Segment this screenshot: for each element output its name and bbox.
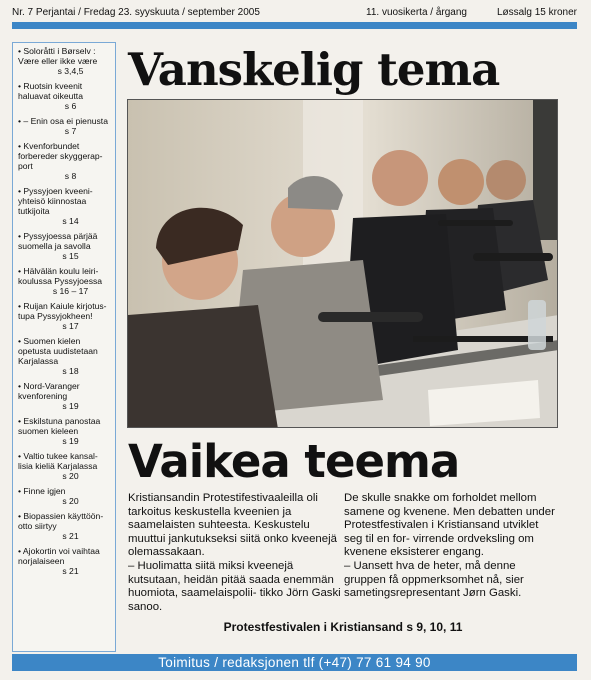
headline-finnish: Vaikea teema xyxy=(128,435,460,488)
contents-item-title: • Eskilstuna panostaa suomen kieleen xyxy=(18,416,111,436)
lead-paragraph: – Huolimatta siitä miksi kveenejä kutsutaan, heidän pitää saada enemmän huomiota, saamelaispolii- tikko Jörn Gaski sanoo. xyxy=(128,559,341,613)
contents-item-title: • Suomen kielen opetusta uudistetaan Karjalassa xyxy=(18,336,111,366)
contents-item-page: s 21 xyxy=(62,566,79,576)
issue-info: Nr. 7 Perjantai / Fredag 23. syyskuuta / september 2005 xyxy=(12,7,260,18)
contents-item-title: • Nord-Varanger kvenforening xyxy=(18,381,111,401)
lead-text-norwegian xyxy=(344,492,559,601)
contents-item-title: • Kvenforbundet forbereder skyggerap- port xyxy=(18,141,111,171)
panel-photo xyxy=(127,99,558,428)
contents-item[interactable] xyxy=(18,116,111,136)
masthead xyxy=(12,6,577,20)
editorial-contact-bar: Toimitus / redaksjonen tlf (+47) 77 61 94 90 xyxy=(12,654,577,671)
contents-item-title: • Ruijan Kaiule kirjotus- tupa Pyssyjokheen! xyxy=(18,301,111,321)
contents-item[interactable] xyxy=(18,266,111,296)
contents-item[interactable] xyxy=(18,546,111,576)
contents-item[interactable] xyxy=(18,416,111,446)
lead-paragraph: De skulle snakke om forholdet mellom samene og kvenene. Men debatten under Protestfestivalen i Kristiansand utviklet seg til en for- virrende ordveksling om kvenene eksisterer engang. xyxy=(344,492,555,559)
page-reference: Protestfestivalen i Kristiansand s 9, 10, 11 xyxy=(223,620,463,634)
contents-item[interactable] xyxy=(18,451,111,481)
contents-item-page: s 7 xyxy=(64,126,77,136)
top-color-bar xyxy=(12,22,577,29)
contents-item-page: s 16 – 17 xyxy=(52,286,89,296)
contents-item[interactable] xyxy=(18,511,111,541)
contents-item[interactable] xyxy=(18,141,111,181)
lead-paragraph: Kristiansandin Protestifestivaaleilla oli tarkoitus keskustella kveenien ja saamelaisten suhteesta. Keskustelu muuttui jankutukseksi siitä onko kveenejä olemassakaan. xyxy=(128,492,337,559)
contents-item[interactable] xyxy=(18,336,111,376)
contents-sidebar xyxy=(12,42,116,652)
contents-item-page: s 15 xyxy=(62,251,79,261)
lead-text-finnish xyxy=(128,492,343,614)
contents-item-page: s 20 xyxy=(62,496,79,506)
contents-item-title: • Pyssyjoen kveeni- yhteisö kiinnostaa tutkijoita xyxy=(18,186,111,216)
price-info: Løssalg 15 kroner xyxy=(496,7,577,18)
contents-item[interactable] xyxy=(18,231,111,261)
contents-item-page: s 18 xyxy=(62,366,79,376)
contents-item-title: • Ajokortin voi vaihtaa norjalaiseen xyxy=(18,546,111,566)
contents-item[interactable] xyxy=(18,486,111,506)
contents-item-page: s 14 xyxy=(62,216,79,226)
contents-item-page: s 21 xyxy=(62,531,79,541)
contents-item-title: • Pyssyjoessa pärjää suomella ja savolla xyxy=(18,231,111,251)
contents-item-page: s 19 xyxy=(62,436,79,446)
contents-item-page: s 20 xyxy=(62,471,79,481)
contents-item[interactable] xyxy=(18,301,111,331)
contents-item-page: s 3,4,5 xyxy=(57,66,84,76)
contents-item-page: s 6 xyxy=(64,101,77,111)
panel-photo-illustration xyxy=(128,100,558,428)
contents-item-title: • Ruotsin kveenit haluavat oikeutta xyxy=(18,81,111,101)
contents-item[interactable] xyxy=(18,186,111,226)
contents-item-page: s 17 xyxy=(62,321,79,331)
contents-item-title: • Biopassien käyttöön- otto siirtyy xyxy=(18,511,111,531)
contents-item[interactable] xyxy=(18,81,111,111)
contents-item-page: s 8 xyxy=(64,171,77,181)
contents-item-title: • Hälvälän koulu leiri- koulussa Pyssyjoessa xyxy=(18,266,111,286)
volume-info: 11. vuosikerta / årgang xyxy=(366,7,467,18)
contents-item-page: s 19 xyxy=(62,401,79,411)
contents-item-title: • Finne igjen xyxy=(18,486,111,496)
contents-item-title: • Valtio tukee kansal- lisia kieliä Karjalassa xyxy=(18,451,111,471)
headline-norwegian: Vanskelig tema xyxy=(128,43,500,96)
contents-item[interactable] xyxy=(18,46,111,76)
contents-item-title: • – Enin osa ei pienusta xyxy=(18,116,111,126)
lead-paragraph: – Uansett hva de heter, må denne gruppen få oppmerksomhet nå, sier sametingsrepresentant Jørn Gaski. xyxy=(344,559,524,600)
contents-item[interactable] xyxy=(18,381,111,411)
contents-item-title: • Soloråtti i Børselv : Være eller ikke være xyxy=(18,46,111,66)
